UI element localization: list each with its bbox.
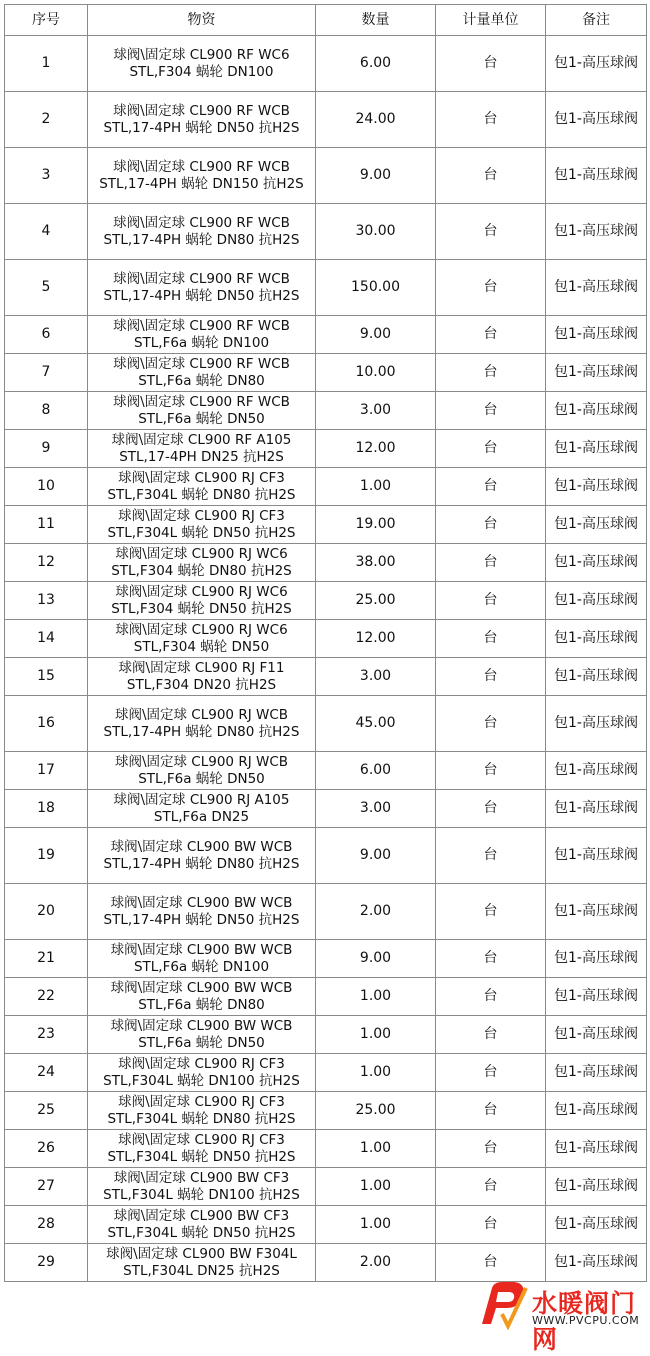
cell-remark: 包1-高压球阀 xyxy=(546,204,647,260)
table-row xyxy=(5,204,647,260)
cell-material: 球阀\固定球 CL900 RF WCB STL,17-4PH 蜗轮 DN150 抗H2S xyxy=(88,148,316,204)
cell-quantity: 25.00 xyxy=(316,582,436,620)
cell-remark: 包1-高压球阀 xyxy=(546,1244,647,1282)
table-row xyxy=(5,790,647,828)
site-watermark xyxy=(476,1280,646,1354)
cell-unit: 台 xyxy=(436,36,546,92)
cell-seq: 6 xyxy=(5,316,88,354)
cell-unit: 台 xyxy=(436,92,546,148)
cell-material: 球阀\固定球 CL900 BW WCB STL,17-4PH 蜗轮 DN50 抗H2S xyxy=(88,884,316,940)
pv-logo-icon xyxy=(476,1280,530,1330)
cell-quantity: 1.00 xyxy=(316,1168,436,1206)
cell-quantity: 12.00 xyxy=(316,620,436,658)
cell-unit: 台 xyxy=(436,582,546,620)
table-row xyxy=(5,582,647,620)
cell-remark: 包1-高压球阀 xyxy=(546,468,647,506)
cell-quantity: 6.00 xyxy=(316,36,436,92)
cell-unit: 台 xyxy=(436,790,546,828)
materials-table xyxy=(4,4,647,1282)
cell-seq: 24 xyxy=(5,1054,88,1092)
cell-quantity: 6.00 xyxy=(316,752,436,790)
cell-unit: 台 xyxy=(436,828,546,884)
cell-unit: 台 xyxy=(436,940,546,978)
cell-remark: 包1-高压球阀 xyxy=(546,392,647,430)
cell-quantity: 3.00 xyxy=(316,790,436,828)
cell-seq: 19 xyxy=(5,828,88,884)
cell-material: 球阀\固定球 CL900 RJ WC6 STL,F304 蜗轮 DN80 抗H2S xyxy=(88,544,316,582)
cell-remark: 包1-高压球阀 xyxy=(546,430,647,468)
cell-material: 球阀\固定球 CL900 BW WCB STL,F6a 蜗轮 DN80 xyxy=(88,978,316,1016)
cell-material: 球阀\固定球 CL900 RF WC6 STL,F304 蜗轮 DN100 xyxy=(88,36,316,92)
cell-unit: 台 xyxy=(436,316,546,354)
cell-seq: 27 xyxy=(5,1168,88,1206)
cell-seq: 17 xyxy=(5,752,88,790)
cell-seq: 26 xyxy=(5,1130,88,1168)
cell-material: 球阀\固定球 CL900 BW WCB STL,F6a 蜗轮 DN50 xyxy=(88,1016,316,1054)
cell-unit: 台 xyxy=(436,204,546,260)
cell-material: 球阀\固定球 CL900 BW WCB STL,F6a 蜗轮 DN100 xyxy=(88,940,316,978)
table-row xyxy=(5,752,647,790)
cell-remark: 包1-高压球阀 xyxy=(546,620,647,658)
cell-material: 球阀\固定球 CL900 RF WCB STL,F6a 蜗轮 DN100 xyxy=(88,316,316,354)
cell-unit: 台 xyxy=(436,1054,546,1092)
cell-material: 球阀\固定球 CL900 RJ A105 STL,F6a DN25 xyxy=(88,790,316,828)
cell-seq: 2 xyxy=(5,92,88,148)
cell-seq: 23 xyxy=(5,1016,88,1054)
cell-unit: 台 xyxy=(436,1092,546,1130)
cell-quantity: 9.00 xyxy=(316,316,436,354)
header-material: 物资 xyxy=(88,5,316,36)
cell-remark: 包1-高压球阀 xyxy=(546,884,647,940)
cell-material: 球阀\固定球 CL900 RF WCB STL,F6a 蜗轮 DN80 xyxy=(88,354,316,392)
cell-remark: 包1-高压球阀 xyxy=(546,354,647,392)
cell-unit: 台 xyxy=(436,658,546,696)
cell-remark: 包1-高压球阀 xyxy=(546,790,647,828)
cell-seq: 20 xyxy=(5,884,88,940)
table-body xyxy=(5,36,647,1282)
table-row xyxy=(5,978,647,1016)
cell-quantity: 9.00 xyxy=(316,940,436,978)
cell-remark: 包1-高压球阀 xyxy=(546,92,647,148)
cell-material: 球阀\固定球 CL900 RF WCB STL,F6a 蜗轮 DN50 xyxy=(88,392,316,430)
cell-seq: 5 xyxy=(5,260,88,316)
cell-remark: 包1-高压球阀 xyxy=(546,752,647,790)
cell-seq: 29 xyxy=(5,1244,88,1282)
table-row xyxy=(5,506,647,544)
cell-unit: 台 xyxy=(436,506,546,544)
cell-remark: 包1-高压球阀 xyxy=(546,1206,647,1244)
table-row xyxy=(5,1054,647,1092)
header-unit: 计量单位 xyxy=(436,5,546,36)
header-seq: 序号 xyxy=(5,5,88,36)
table-row xyxy=(5,430,647,468)
cell-quantity: 1.00 xyxy=(316,1016,436,1054)
cell-quantity: 1.00 xyxy=(316,1054,436,1092)
table-row xyxy=(5,1168,647,1206)
cell-material: 球阀\固定球 CL900 RJ CF3 STL,F304L 蜗轮 DN80 抗H2S xyxy=(88,1092,316,1130)
table-row xyxy=(5,468,647,506)
cell-seq: 14 xyxy=(5,620,88,658)
table-row xyxy=(5,620,647,658)
cell-quantity: 3.00 xyxy=(316,392,436,430)
cell-seq: 4 xyxy=(5,204,88,260)
cell-quantity: 9.00 xyxy=(316,828,436,884)
cell-material: 球阀\固定球 CL900 RJ F11 STL,F304 DN20 抗H2S xyxy=(88,658,316,696)
table-row xyxy=(5,260,647,316)
table-row xyxy=(5,1244,647,1282)
cell-unit: 台 xyxy=(436,1206,546,1244)
cell-quantity: 2.00 xyxy=(316,1244,436,1282)
cell-quantity: 1.00 xyxy=(316,1130,436,1168)
cell-material: 球阀\固定球 CL900 RF A105 STL,17-4PH DN25 抗H2S xyxy=(88,430,316,468)
cell-seq: 15 xyxy=(5,658,88,696)
table-row xyxy=(5,1016,647,1054)
site-url: WWW.PVCPU.COM xyxy=(532,1314,640,1327)
cell-seq: 8 xyxy=(5,392,88,430)
cell-remark: 包1-高压球阀 xyxy=(546,696,647,752)
cell-quantity: 19.00 xyxy=(316,506,436,544)
table-row xyxy=(5,354,647,392)
cell-quantity: 1.00 xyxy=(316,1206,436,1244)
cell-remark: 包1-高压球阀 xyxy=(546,148,647,204)
cell-remark: 包1-高压球阀 xyxy=(546,978,647,1016)
cell-unit: 台 xyxy=(436,544,546,582)
cell-seq: 1 xyxy=(5,36,88,92)
cell-material: 球阀\固定球 CL900 BW F304L STL,F304L DN25 抗H2S xyxy=(88,1244,316,1282)
cell-unit: 台 xyxy=(436,978,546,1016)
table-row xyxy=(5,1206,647,1244)
table-header-row xyxy=(5,5,647,36)
cell-material: 球阀\固定球 CL900 RJ WC6 STL,F304 蜗轮 DN50 抗H2S xyxy=(88,582,316,620)
table-row xyxy=(5,1092,647,1130)
brand-name: 水暖阀门网 xyxy=(532,1289,637,1354)
cell-remark: 包1-高压球阀 xyxy=(546,582,647,620)
cell-seq: 18 xyxy=(5,790,88,828)
cell-unit: 台 xyxy=(436,696,546,752)
cell-unit: 台 xyxy=(436,1130,546,1168)
cell-seq: 25 xyxy=(5,1092,88,1130)
cell-remark: 包1-高压球阀 xyxy=(546,36,647,92)
cell-unit: 台 xyxy=(436,392,546,430)
cell-quantity: 2.00 xyxy=(316,884,436,940)
cell-unit: 台 xyxy=(436,260,546,316)
table-row xyxy=(5,392,647,430)
cell-remark: 包1-高压球阀 xyxy=(546,1092,647,1130)
cell-remark: 包1-高压球阀 xyxy=(546,1016,647,1054)
cell-remark: 包1-高压球阀 xyxy=(546,506,647,544)
cell-material: 球阀\固定球 CL900 BW WCB STL,17-4PH 蜗轮 DN80 抗H2S xyxy=(88,828,316,884)
table-row xyxy=(5,316,647,354)
header-remark: 备注 xyxy=(546,5,647,36)
cell-seq: 3 xyxy=(5,148,88,204)
cell-seq: 10 xyxy=(5,468,88,506)
header-quantity: 数量 xyxy=(316,5,436,36)
cell-quantity: 25.00 xyxy=(316,1092,436,1130)
cell-quantity: 150.00 xyxy=(316,260,436,316)
table-row xyxy=(5,36,647,92)
cell-material: 球阀\固定球 CL900 RJ WCB STL,F6a 蜗轮 DN50 xyxy=(88,752,316,790)
table-row xyxy=(5,92,647,148)
cell-seq: 16 xyxy=(5,696,88,752)
table-row xyxy=(5,940,647,978)
cell-remark: 包1-高压球阀 xyxy=(546,316,647,354)
cell-quantity: 30.00 xyxy=(316,204,436,260)
cell-remark: 包1-高压球阀 xyxy=(546,1054,647,1092)
cell-seq: 9 xyxy=(5,430,88,468)
cell-quantity: 1.00 xyxy=(316,978,436,1016)
cell-unit: 台 xyxy=(436,1244,546,1282)
table-row xyxy=(5,696,647,752)
cell-material: 球阀\固定球 CL900 RJ WCB STL,17-4PH 蜗轮 DN80 抗H2S xyxy=(88,696,316,752)
table-row xyxy=(5,148,647,204)
cell-seq: 28 xyxy=(5,1206,88,1244)
cell-seq: 12 xyxy=(5,544,88,582)
cell-seq: 7 xyxy=(5,354,88,392)
cell-material: 球阀\固定球 CL900 RJ WC6 STL,F304 蜗轮 DN50 xyxy=(88,620,316,658)
table-row xyxy=(5,658,647,696)
table-row xyxy=(5,544,647,582)
cell-seq: 22 xyxy=(5,978,88,1016)
cell-quantity: 24.00 xyxy=(316,92,436,148)
cell-quantity: 45.00 xyxy=(316,696,436,752)
cell-unit: 台 xyxy=(436,620,546,658)
cell-quantity: 9.00 xyxy=(316,148,436,204)
cell-quantity: 12.00 xyxy=(316,430,436,468)
cell-material: 球阀\固定球 CL900 RJ CF3 STL,F304L 蜗轮 DN80 抗H2S xyxy=(88,468,316,506)
cell-remark: 包1-高压球阀 xyxy=(546,260,647,316)
cell-seq: 13 xyxy=(5,582,88,620)
cell-quantity: 1.00 xyxy=(316,468,436,506)
cell-unit: 台 xyxy=(436,354,546,392)
cell-seq: 21 xyxy=(5,940,88,978)
cell-material: 球阀\固定球 CL900 RF WCB STL,17-4PH 蜗轮 DN80 抗H2S xyxy=(88,204,316,260)
cell-material: 球阀\固定球 CL900 RJ CF3 STL,F304L 蜗轮 DN50 抗H2S xyxy=(88,1130,316,1168)
cell-unit: 台 xyxy=(436,430,546,468)
cell-unit: 台 xyxy=(436,1016,546,1054)
cell-unit: 台 xyxy=(436,1168,546,1206)
cell-seq: 11 xyxy=(5,506,88,544)
cell-material: 球阀\固定球 CL900 RF WCB STL,17-4PH 蜗轮 DN50 抗H2S xyxy=(88,260,316,316)
cell-remark: 包1-高压球阀 xyxy=(546,658,647,696)
cell-material: 球阀\固定球 CL900 BW CF3 STL,F304L 蜗轮 DN100 抗H2S xyxy=(88,1168,316,1206)
table-row xyxy=(5,1130,647,1168)
cell-remark: 包1-高压球阀 xyxy=(546,940,647,978)
cell-quantity: 3.00 xyxy=(316,658,436,696)
cell-remark: 包1-高压球阀 xyxy=(546,1168,647,1206)
cell-quantity: 10.00 xyxy=(316,354,436,392)
cell-unit: 台 xyxy=(436,148,546,204)
table-row xyxy=(5,828,647,884)
cell-quantity: 38.00 xyxy=(316,544,436,582)
cell-unit: 台 xyxy=(436,752,546,790)
cell-material: 球阀\固定球 CL900 RJ CF3 STL,F304L 蜗轮 DN100 抗H2S xyxy=(88,1054,316,1092)
cell-unit: 台 xyxy=(436,884,546,940)
cell-remark: 包1-高压球阀 xyxy=(546,1130,647,1168)
cell-unit: 台 xyxy=(436,468,546,506)
cell-remark: 包1-高压球阀 xyxy=(546,828,647,884)
table-row xyxy=(5,884,647,940)
cell-material: 球阀\固定球 CL900 RF WCB STL,17-4PH 蜗轮 DN50 抗H2S xyxy=(88,92,316,148)
cell-material: 球阀\固定球 CL900 RJ CF3 STL,F304L 蜗轮 DN50 抗H2S xyxy=(88,506,316,544)
cell-material: 球阀\固定球 CL900 BW CF3 STL,F304L 蜗轮 DN50 抗H2S xyxy=(88,1206,316,1244)
cell-remark: 包1-高压球阀 xyxy=(546,544,647,582)
